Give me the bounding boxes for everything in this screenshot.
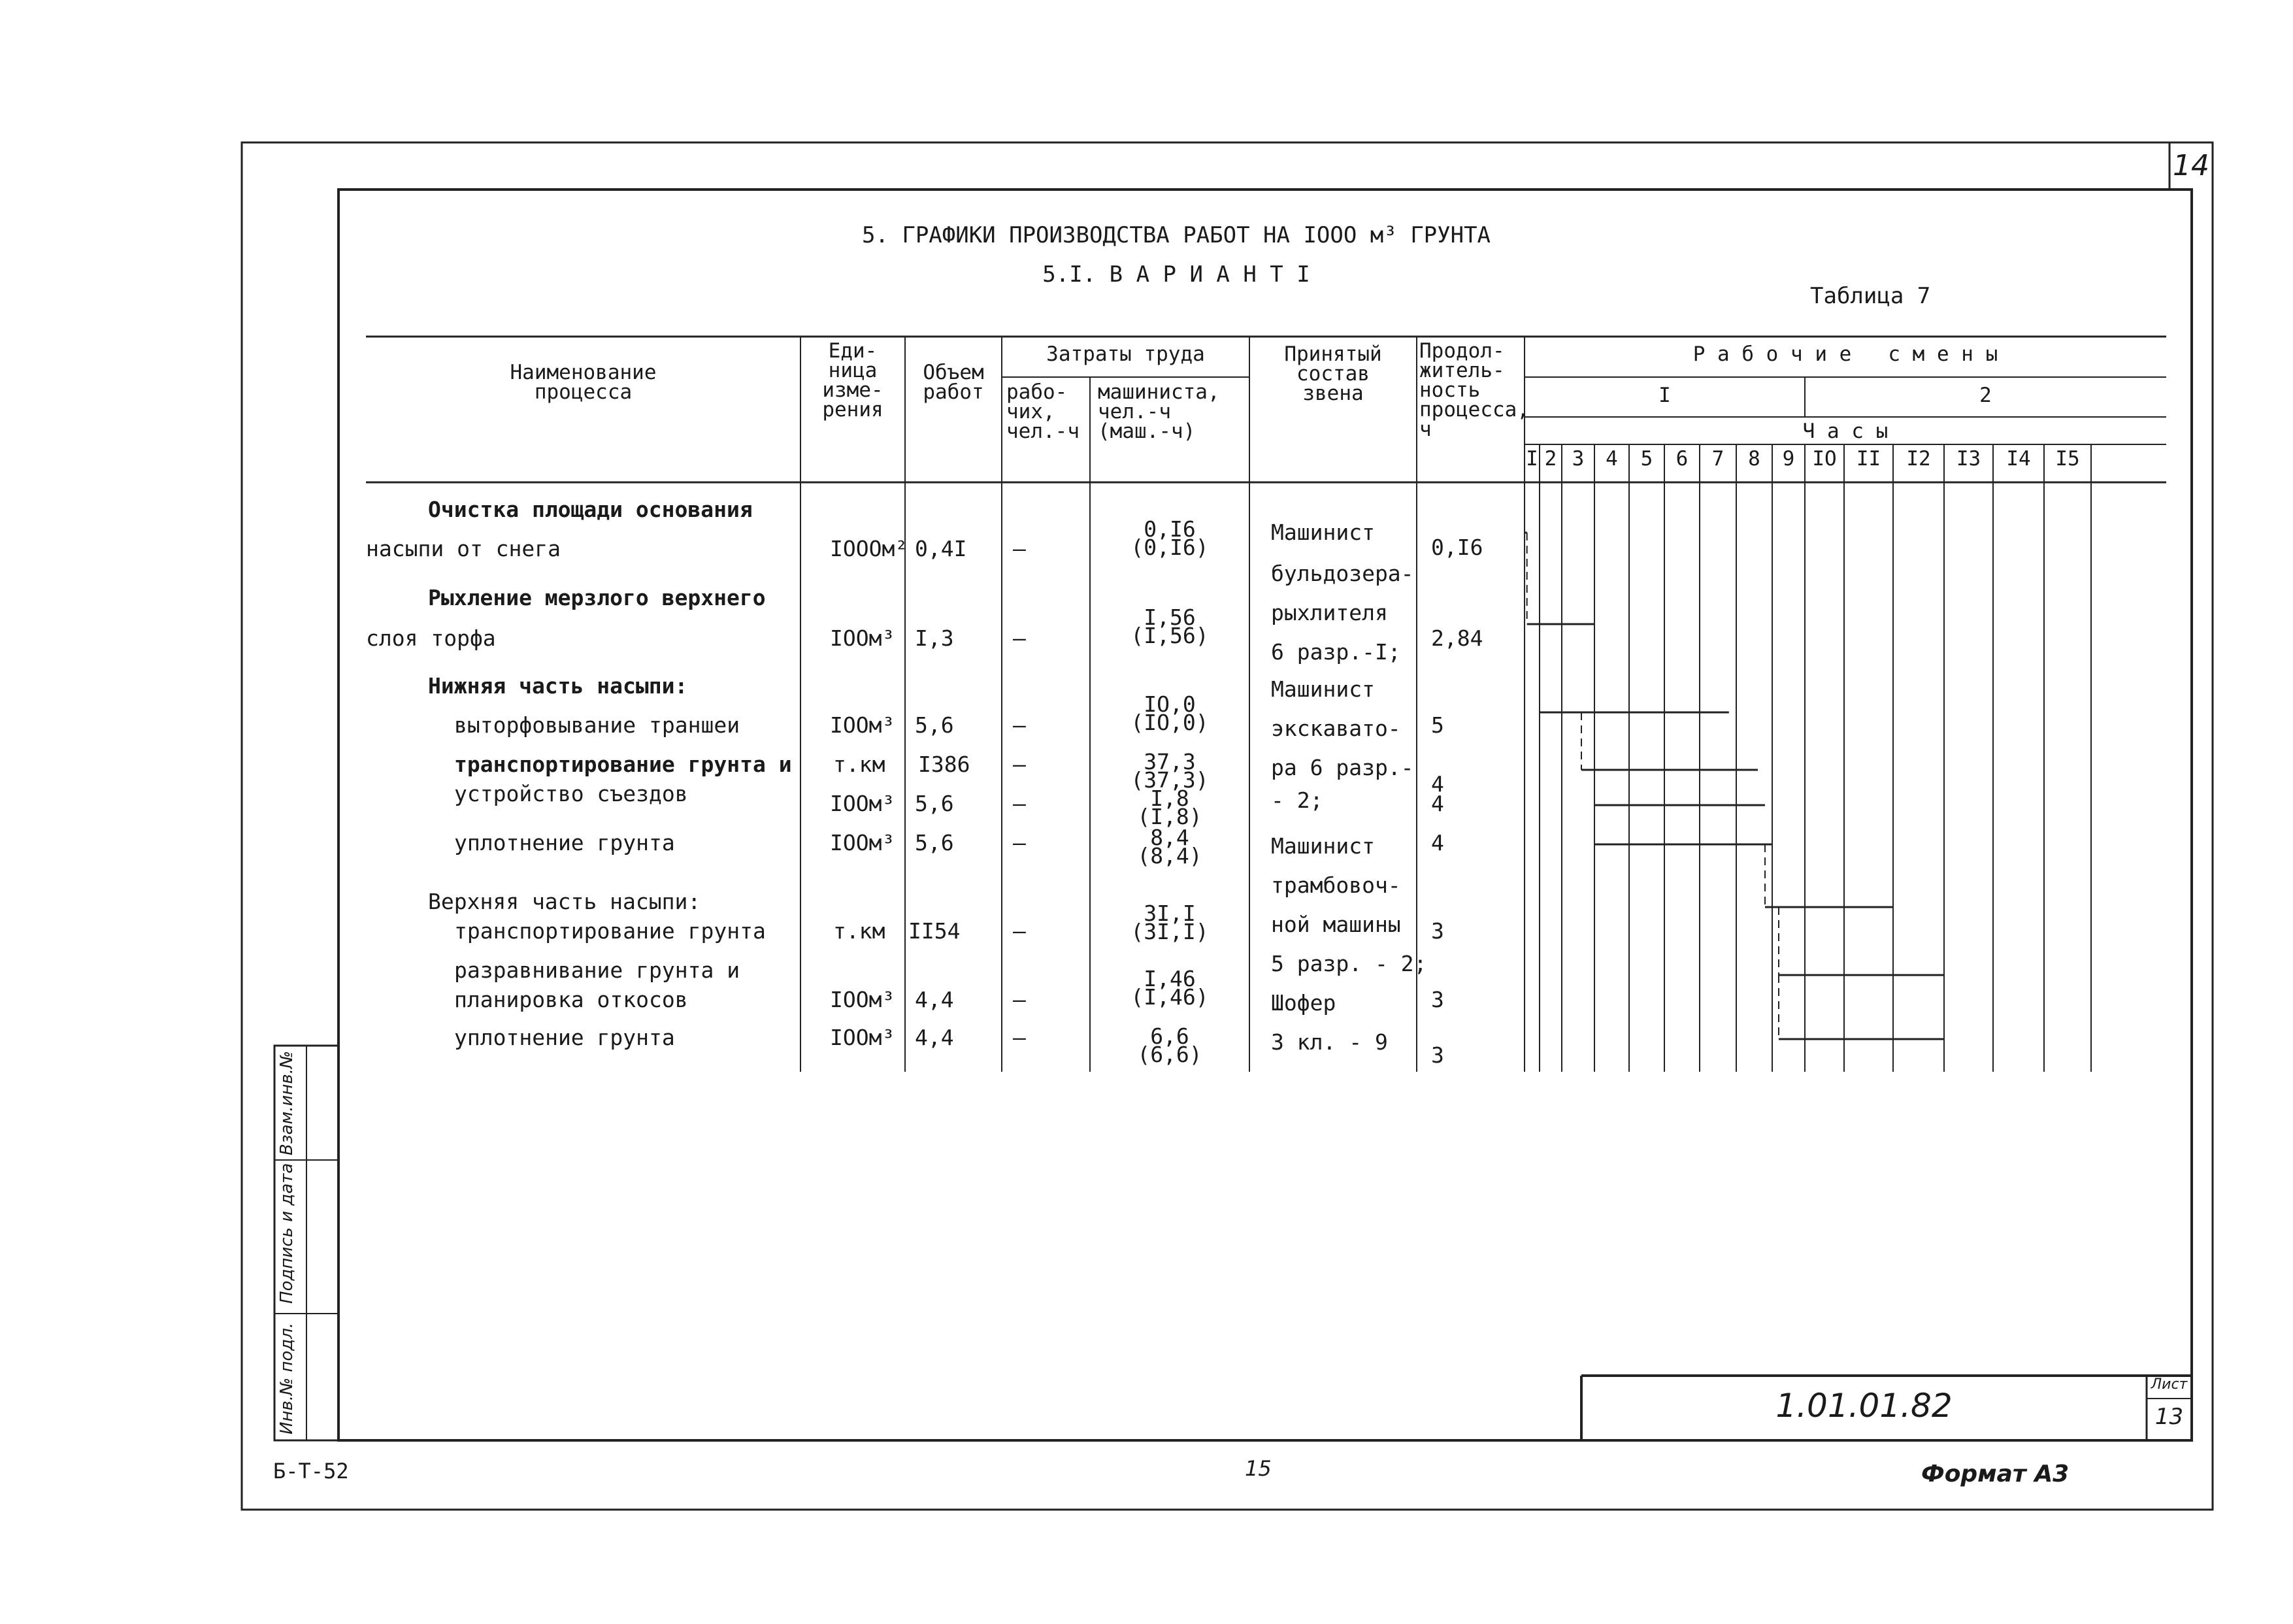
duration-cell: 4	[1431, 830, 1444, 855]
process-name: уплотнение грунта	[454, 830, 675, 855]
crew-line: 6 разр.-I;	[1271, 639, 1401, 665]
volume-cell: 5,6	[915, 791, 954, 816]
unit-cell: IOOм³	[830, 830, 895, 855]
machinist-cell: (I,46)	[1130, 984, 1209, 1010]
crew-line: трамбовоч-	[1271, 872, 1401, 898]
process-name: разравнивание грунта и	[454, 957, 740, 983]
workers-cell: –	[1013, 791, 1026, 816]
process-name: уплотнение грунта	[454, 1025, 675, 1050]
hour-label: IO	[1812, 447, 1837, 471]
crew-line: экскавато-	[1271, 716, 1401, 741]
unit-cell: IOOм³	[830, 791, 895, 816]
header-shifts: Р а б о ч и е с м е н ы	[1692, 342, 1998, 366]
machinist-cell: (IO,0)	[1130, 710, 1209, 735]
hour-label: 8	[1748, 447, 1760, 471]
header-labor: Затраты труда	[1046, 342, 1205, 366]
group-heading: Верхняя часть насыпи:	[428, 889, 701, 914]
duration-cell: 3	[1431, 1042, 1444, 1068]
process-name: Очистка площади основания	[428, 497, 753, 522]
machinist-cell: (3I,I)	[1130, 919, 1209, 944]
hour-label: I4	[2006, 447, 2031, 471]
duration-cell: 4	[1431, 791, 1444, 816]
stamp-replace-label: Взам.инв.№	[277, 1051, 297, 1155]
machinist-cell: 3I,I	[1144, 901, 1196, 926]
hour-label: 4	[1606, 447, 1618, 471]
hour-label: I2	[1906, 447, 1931, 471]
duration-cell: 3	[1431, 987, 1444, 1012]
unit-cell: IOOм³	[830, 987, 895, 1012]
stamp-signature-label: Подпись и дата	[277, 1163, 297, 1304]
hour-label: 9	[1782, 447, 1795, 471]
header-labor-machinists: машиниста, чел.-ч (маш.-ч)	[1098, 380, 1220, 443]
volume-cell: I,3	[915, 625, 954, 651]
volume-cell: 4,4	[915, 1025, 954, 1050]
document-code: 1.01.01.82	[1775, 1387, 1953, 1425]
variant-title: 5.I. В А Р И А Н Т I	[1042, 261, 1310, 288]
machinist-cell: I,46	[1144, 966, 1196, 991]
unit-cell: т.км	[833, 752, 885, 777]
header-process: Наименование процесса	[510, 361, 657, 404]
workers-cell: –	[1013, 830, 1026, 855]
unit-cell: IOOм³	[830, 712, 895, 738]
process-name: Рыхление мерзлого верхнего	[428, 585, 766, 610]
crew-line: - 2;	[1271, 787, 1323, 813]
gantt-chart	[1525, 533, 1944, 1039]
format-label: Формат А3	[1921, 1461, 2070, 1487]
volume-cell: I386	[918, 752, 970, 777]
machinist-cell: (8,4)	[1137, 843, 1202, 869]
hour-label: 7	[1711, 447, 1724, 471]
machinist-cell: I,56	[1144, 605, 1196, 630]
crew-line: Машинист	[1271, 676, 1375, 702]
machinist-cell: (6,6)	[1137, 1042, 1202, 1067]
machinist-cell: 6,6	[1150, 1023, 1189, 1049]
workers-cell: –	[1013, 918, 1026, 944]
machinist-cell: (37,3)	[1130, 767, 1209, 793]
hour-label: 3	[1572, 447, 1585, 471]
volume-cell: II54	[908, 918, 961, 944]
stamp-id: Б-Т-52	[273, 1459, 349, 1483]
header-crew: Принятый состав звена	[1284, 342, 1382, 405]
workers-cell: –	[1013, 625, 1026, 651]
hour-label: II	[1856, 447, 1881, 471]
workers-cell: –	[1013, 1025, 1026, 1050]
header-volume: Объем работ	[923, 361, 984, 404]
header-shift-1: I	[1658, 384, 1671, 407]
page-number: 15	[1245, 1456, 1272, 1481]
duration-cell: 0,I6	[1431, 535, 1483, 560]
crew-line: 3 кл. - 9	[1271, 1029, 1388, 1055]
process-name: устройство съездов	[454, 781, 688, 806]
unit-cell: IOOм³	[830, 625, 895, 651]
header-duration: Продол- житель- ность процесса, ч	[1419, 339, 1529, 441]
workers-cell: –	[1013, 752, 1026, 777]
hour-label: 6	[1675, 447, 1689, 471]
volume-cell: 5,6	[915, 830, 954, 855]
unit-cell: IOOOм²	[830, 536, 908, 561]
hour-label: I5	[2055, 447, 2080, 471]
hour-label: I	[1526, 447, 1538, 471]
crew-line: ной машины	[1271, 912, 1401, 937]
crew-line: бульдозера-	[1271, 561, 1414, 586]
machinist-cell: IO,0	[1144, 691, 1196, 717]
volume-cell: 4,4	[915, 987, 954, 1012]
page-title: 5. ГРАФИКИ ПРОИЗВОДСТВА РАБОТ НА IOOO м³ ГРУНТА	[861, 222, 1491, 248]
group-heading: Нижняя часть насыпи:	[428, 673, 688, 699]
crew-line: рыхлителя	[1271, 600, 1388, 625]
duration-cell: 3	[1431, 918, 1444, 944]
duration-cell: 4	[1431, 771, 1444, 797]
unit-cell: т.км	[833, 918, 885, 944]
duration-cell: 2,84	[1431, 625, 1483, 651]
stamp-inv-label: Инв.№ подл.	[277, 1322, 297, 1434]
machinist-cell: 0,I6	[1144, 516, 1196, 542]
sheet-number: 13	[2154, 1404, 2184, 1430]
header-unit: Еди- ница изме- рения	[822, 339, 883, 422]
machinist-cell: (0,I6)	[1130, 535, 1209, 560]
workers-cell: –	[1013, 712, 1026, 738]
duration-cell: 5	[1431, 712, 1444, 738]
machinist-cell: 8,4	[1150, 825, 1189, 850]
crew-line: Машинист	[1271, 833, 1375, 859]
process-name: транспортирование грунта и	[454, 752, 792, 777]
process-name: планировка откосов	[454, 987, 688, 1012]
workers-cell: –	[1013, 987, 1026, 1012]
crew-line: Шофер	[1271, 990, 1336, 1016]
header-shift-2: 2	[1979, 384, 1992, 407]
header-labor-workers: рабо- чих, чел.-ч	[1006, 380, 1080, 443]
process-name: транспортирование грунта	[454, 918, 766, 944]
table-label: Таблица 7	[1810, 283, 1931, 309]
hour-label: I3	[1956, 447, 1981, 471]
sheet-label: Лист	[2151, 1376, 2188, 1393]
hour-label: 2	[1544, 447, 1557, 471]
volume-cell: 0,4I	[915, 536, 967, 561]
process-name: слоя торфа	[366, 625, 496, 651]
crew-line: 5 разр. - 2;	[1271, 951, 1427, 976]
machinist-cell: I,8	[1150, 786, 1189, 811]
process-name: насыпи от снега	[366, 536, 561, 561]
unit-cell: IOOм³	[830, 1025, 895, 1050]
process-name: выторфовывание траншеи	[454, 712, 740, 738]
machinist-cell: (I,8)	[1137, 804, 1202, 829]
workers-cell: –	[1013, 536, 1026, 561]
corner-page-number: 14	[2173, 149, 2209, 182]
crew-line: Машинист	[1271, 520, 1375, 545]
header-hours: Ч а с ы	[1802, 420, 1889, 443]
machinist-cell: 37,3	[1144, 749, 1196, 774]
hour-label: 5	[1640, 447, 1653, 471]
volume-cell: 5,6	[915, 712, 954, 738]
machinist-cell: (I,56)	[1130, 623, 1209, 648]
crew-line: ра 6 разр.-	[1271, 755, 1414, 780]
